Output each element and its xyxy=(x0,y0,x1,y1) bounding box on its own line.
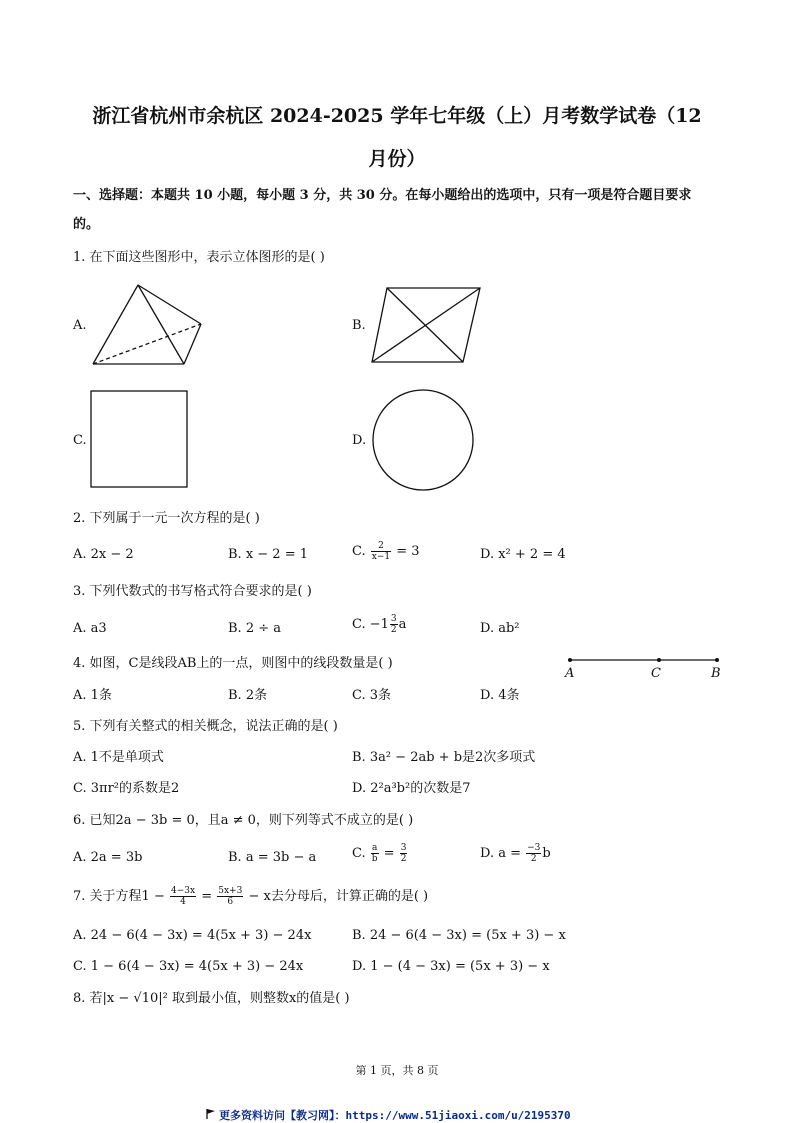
question-3-stem: 3. 下列代数式的书写格式符合要求的是( ) xyxy=(73,584,312,599)
q4-option-c: C. 3条 xyxy=(352,688,392,703)
question-2-stem: 2. 下列属于一元一次方程的是( ) xyxy=(73,511,260,526)
q1-option-c-label: C. xyxy=(73,433,87,448)
q6-option-b: B. a = 3b − a xyxy=(228,850,317,865)
q5-option-c: C. 3πr²的系数是2 xyxy=(73,781,180,796)
question-1-stem: 1. 在下面这些图形中，表示立体图形的是( ) xyxy=(73,250,325,265)
q6-option-c: C. $\frac{a}{b}$ = $\frac{3}{2}$ xyxy=(352,843,407,864)
q6-option-a: A. 2a = 3b xyxy=(73,850,143,865)
q3-option-c: C. −1 $\frac{3}{2}$ a xyxy=(352,614,407,635)
q5-option-d: D. 2²a³b²的次数是7 xyxy=(352,781,471,796)
question-8-stem: 8. 若|x − √10|² 取到最小值，则整数x的值是( ) xyxy=(73,991,350,1006)
q3-option-a: A. a3 xyxy=(73,621,107,636)
q5-option-a: A. 1不是单项式 xyxy=(73,750,164,765)
section-heading-line2: 的。 xyxy=(73,217,100,232)
q4-option-d: D. 4条 xyxy=(480,688,520,703)
q2-option-c: C. $\frac{2}{x-1}$ = 3 xyxy=(352,541,420,562)
q1-option-b-label: B. xyxy=(352,318,366,333)
question-6-stem: 6. 已知2a − 3b = 0，且a ≠ 0，则下列等式不成立的是( ) xyxy=(73,813,414,828)
parallelogram-figure xyxy=(370,286,482,364)
q3-option-d: D. ab² xyxy=(480,621,520,636)
page-footer: 第 1 页，共 8 页 xyxy=(355,1064,439,1077)
q1-option-a-label: A. xyxy=(73,318,87,333)
question-5-stem: 5. 下列有关整式的相关概念，说法正确的是( ) xyxy=(73,719,338,734)
q7-option-b: B. 24 − 6(4 − 3x) = (5x + 3) − x xyxy=(352,928,566,943)
question-4-stem: 4. 如图，C是线段AB上的一点，则图中的线段数量是( ) xyxy=(73,656,393,671)
q7-option-c: C. 1 − 6(4 − 3x) = 4(5x + 3) − 24x xyxy=(73,959,304,974)
circle-figure xyxy=(370,387,476,493)
q7-option-d: D. 1 − (4 − 3x) = (5x + 3) − x xyxy=(352,959,550,974)
q2-option-d: D. x² + 2 = 4 xyxy=(480,547,566,562)
q7-option-a: A. 24 − 6(4 − 3x) = 4(5x + 3) − 24x xyxy=(73,928,312,943)
flag-icon xyxy=(205,1108,217,1120)
q4-option-b: B. 2条 xyxy=(228,688,268,703)
q3-option-b: B. 2 ÷ a xyxy=(228,621,281,636)
point-b-label: B xyxy=(711,666,721,681)
q2-option-a: A. 2x − 2 xyxy=(73,547,134,562)
q6-option-d: D. a = $\frac{-3}{2}$ b xyxy=(480,843,551,864)
exam-title-line1: 浙江省杭州市余杭区 2024-2025 学年七年级（上）月考数学试卷（12 xyxy=(92,105,702,127)
pyramid-figure xyxy=(88,282,204,368)
q4-option-a: A. 1条 xyxy=(73,688,112,703)
point-c-label: C xyxy=(651,666,661,681)
q5-option-b: B. 3a² − 2ab + b是2次多项式 xyxy=(352,750,536,765)
question-7-stem: 7. 关于方程1 − $\frac{4-3x}{4}$ = $\frac{5x+3}{6}$ − x去分母后，计算正确的是( ) xyxy=(73,886,429,907)
segment-abc-figure xyxy=(562,654,732,684)
q1-option-d-label: D. xyxy=(352,433,367,448)
source-banner-link[interactable]: 更多资料访问【教习网】：https://www.51jiaoxi.com/u/2195370 xyxy=(219,1109,571,1122)
section-heading-line1: 一、选择题：本题共 10 小题，每小题 3 分，共 30 分。在每小题给出的选项中，只有一项是符合题目要求 xyxy=(73,188,692,203)
point-a-label: A xyxy=(565,666,575,681)
q2-option-b: B. x − 2 = 1 xyxy=(228,547,309,562)
square-figure xyxy=(89,389,191,491)
exam-title-line2: 月份） xyxy=(368,148,426,170)
